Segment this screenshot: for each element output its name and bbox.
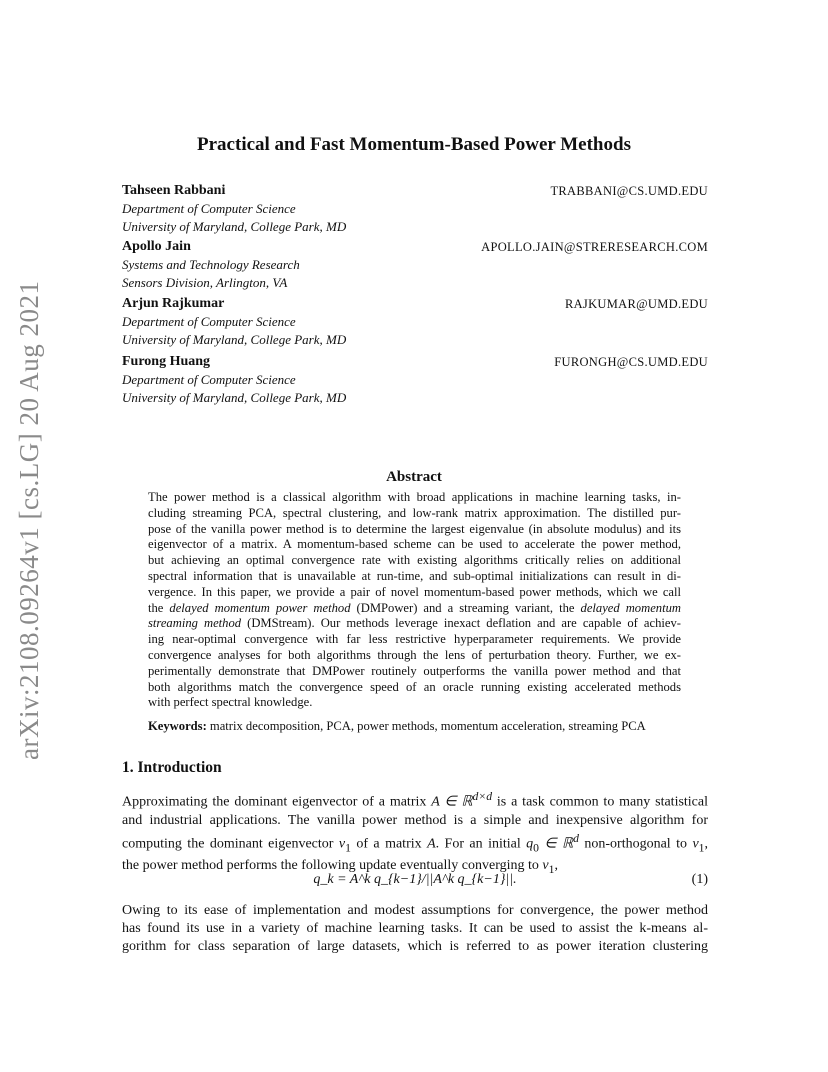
equation-body	[122, 872, 708, 888]
author-block	[122, 353, 708, 406]
abstract-line: spectral information that is unavailable at run-time, and sub-optimal initializations can result in di-	[148, 568, 681, 583]
abstract-line: both algorithms match the convergence speed of an oracle running existing accelerated methods	[148, 679, 681, 694]
body-line: gorithm for class separation of large datasets, which is referred to as power iteration clustering	[122, 939, 708, 954]
body-text: ,	[704, 836, 708, 852]
author-affiliation: University of Maryland, College Park, MD	[122, 331, 347, 347]
abstract-line	[148, 601, 681, 617]
author-email: FURONGH@CS.UMD.EDU	[554, 355, 708, 369]
body-text: of a matrix	[350, 836, 428, 852]
body-text: computing the dominant eigenvector	[122, 836, 339, 852]
abstract-line: convergence analyses for both algorithms through the lens of perturbation theory. Further, we ex-	[148, 647, 681, 662]
math-superscript: d	[573, 831, 579, 845]
author-block	[122, 182, 708, 235]
math-inline: v	[542, 858, 549, 874]
abstract-line	[148, 616, 681, 632]
math-subscript: 1	[345, 841, 351, 855]
abstract-line: ing near-optimal convergence with far less restrictive hyperparameter requirements. We provide	[148, 632, 681, 647]
body-line: Owing to its ease of implementation and modest assumptions for convergence, the power method	[122, 903, 708, 918]
keywords	[148, 719, 688, 734]
math-subscript: 0	[533, 841, 539, 855]
math-inline: ∈ ℝ	[538, 836, 574, 852]
math-subscript: 1	[698, 841, 705, 855]
author-email: TRABBANI@CS.UMD.EDU	[550, 184, 708, 198]
section-heading: 1. Introduction	[122, 759, 222, 776]
abstract-heading: Abstract	[386, 469, 442, 485]
equation-1	[122, 872, 708, 892]
author-block	[122, 238, 708, 291]
keywords-text: matrix decomposition, PCA, power methods, momentum acceleration, streaming PCA	[206, 719, 646, 733]
abstract-line: vergence. In this paper, we provide a pair of novel momentum-based power methods, which we call	[148, 584, 681, 599]
math-inline: v	[338, 836, 346, 852]
keywords-label: Keywords:	[148, 719, 207, 733]
abstract-text: the	[148, 600, 170, 615]
author-affiliation: Systems and Technology Research	[122, 257, 300, 272]
math-subscript: 1	[548, 862, 555, 876]
abstract-text: (DMPower) and a streaming variant, the	[350, 600, 581, 615]
author-name: Arjun Rajkumar	[122, 296, 225, 311]
body-line	[122, 788, 708, 812]
author-email: APOLLO.JAIN@STRERESEARCH.COM	[481, 240, 708, 254]
body-line: has found its use in a variety of machine learning tasks. It can be used to assist the k-means al-	[122, 921, 708, 936]
abstract-line: with perfect spectral knowledge.	[148, 695, 313, 710]
method-name: delayed momentum power method	[169, 600, 351, 615]
body-text: . For an initial	[435, 836, 527, 852]
equation-number: (1)	[691, 872, 708, 887]
abstract-line: pose of the vanilla power method is to determine the largest eigenvalue (in absolute modulus) and its	[148, 521, 681, 536]
abstract-line: eigenvector of a matrix. A momentum-based scheme can be used to accelerate the power method,	[148, 537, 681, 552]
author-name: Furong Huang	[122, 354, 211, 369]
author-affiliation: Department of Computer Science	[122, 201, 296, 216]
author-affiliation: University of Maryland, College Park, MD	[122, 218, 347, 234]
equation-text: q_k = A^k q_{k−1}/||A^k q_{k−1}||.	[313, 872, 517, 887]
body-text: non-orthogonal to	[578, 836, 693, 852]
author-affiliation: Department of Computer Science	[122, 314, 296, 329]
author-name: Apollo Jain	[122, 239, 191, 254]
body-line	[122, 830, 708, 857]
body-text: is a task common to many statistical	[492, 794, 709, 810]
abstract-body	[148, 490, 681, 711]
math-inline: A	[427, 836, 436, 852]
body-text: the power method performs the following update eventually converging to	[122, 858, 543, 874]
paper-title: Practical and Fast Momentum-Based Power Methods	[197, 134, 631, 155]
author-affiliation: Sensors Division, Arlington, VA	[122, 274, 288, 290]
method-name: streaming method	[148, 616, 242, 631]
author-affiliation: Department of Computer Science	[122, 372, 296, 387]
method-name: delayed momentum	[580, 600, 681, 615]
author-email: RAJKUMAR@UMD.EDU	[564, 297, 708, 311]
abstract-line: but achieving an optimal convergence rate with existing algorithms critically relies on additional	[148, 553, 681, 568]
body-text: Approximating the dominant eigenvector of a matrix	[122, 794, 432, 810]
abstract-line: cluding streaming PCA, spectral clustering, and low-rank matrix approximation. The distilled pur-	[148, 505, 681, 520]
intro-paragraph	[122, 788, 708, 879]
math-superscript: d×d	[472, 790, 493, 803]
math-inline: q	[526, 836, 534, 852]
author-block	[122, 295, 708, 348]
math-inline: A ∈ ℝ	[431, 794, 473, 810]
arxiv-stamp: arXiv:2108.09264v1 [cs.LG] 20 Aug 2021	[14, 280, 44, 760]
author-name: Tahseen Rabbani	[122, 183, 226, 198]
author-affiliation: University of Maryland, College Park, MD	[122, 389, 347, 405]
abstract-text: (DMStream). Our methods leverage inexact deflation and are capable of achiev-	[241, 616, 681, 631]
math-inline: v	[692, 836, 699, 852]
abstract-line: The power method is a classical algorithm with broad applications in machine learning tasks, in-	[148, 490, 681, 504]
intro-paragraph	[122, 902, 708, 956]
body-text: ,	[554, 858, 558, 874]
body-line: and industrial applications. The vanilla power method is a simple and inexpensive algorithm for	[122, 812, 708, 828]
abstract-line: perimentally demonstrate that DMPower routinely outperforms the vanilla power method and that	[148, 663, 681, 678]
